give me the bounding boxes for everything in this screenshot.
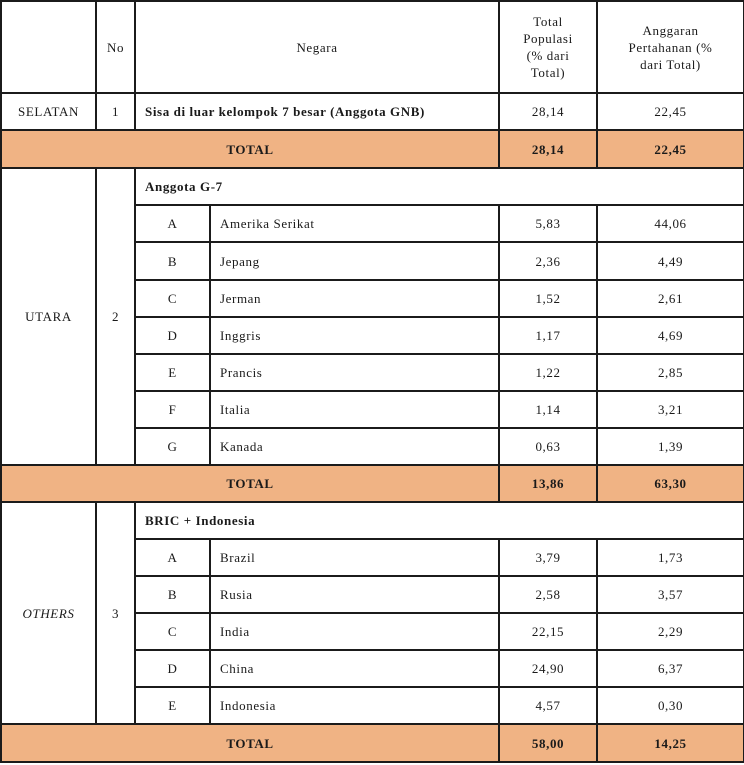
population-value: 3,79	[499, 539, 597, 576]
population-value: 1,52	[499, 280, 597, 317]
row-letter: C	[135, 280, 210, 317]
total-label: TOTAL	[1, 130, 499, 168]
country-name: Jepang	[210, 242, 499, 280]
country-name: Sisa di luar kelompok 7 besar (Anggota GNB)	[135, 93, 499, 130]
defense-value: 0,30	[597, 687, 744, 724]
total-population: 28,14	[499, 130, 597, 168]
total-row	[1, 465, 744, 502]
defense-value: 2,85	[597, 354, 744, 391]
total-row	[1, 130, 744, 168]
region-selatan: SELATAN	[1, 93, 96, 130]
country-name: Jerman	[210, 280, 499, 317]
region-others: OTHERS	[1, 502, 96, 724]
population-value: 4,57	[499, 687, 597, 724]
total-population: 13,86	[499, 465, 597, 502]
country-name: Rusia	[210, 576, 499, 613]
header-defense: Anggaran Pertahanan (% dari Total)	[597, 1, 744, 93]
group-title: Anggota G-7	[135, 168, 744, 205]
total-defense: 22,45	[597, 130, 744, 168]
header-country: Negara	[135, 1, 499, 93]
row-letter: A	[135, 205, 210, 242]
population-value: 24,90	[499, 650, 597, 687]
row-number: 3	[96, 502, 135, 724]
group-header-row	[1, 502, 744, 539]
population-value: 0,63	[499, 428, 597, 465]
region-utara: UTARA	[1, 168, 96, 465]
defense-value: 2,29	[597, 613, 744, 650]
total-population: 58,00	[499, 724, 597, 762]
population-value: 1,14	[499, 391, 597, 428]
country-name: Indonesia	[210, 687, 499, 724]
population-value: 2,58	[499, 576, 597, 613]
table-row	[1, 93, 744, 130]
row-letter: F	[135, 391, 210, 428]
row-letter: D	[135, 650, 210, 687]
country-name: Italia	[210, 391, 499, 428]
row-letter: C	[135, 613, 210, 650]
total-row	[1, 724, 744, 762]
total-defense: 14,25	[597, 724, 744, 762]
population-value: 1,22	[499, 354, 597, 391]
total-label: TOTAL	[1, 724, 499, 762]
total-defense: 63,30	[597, 465, 744, 502]
country-name: China	[210, 650, 499, 687]
row-letter: B	[135, 242, 210, 280]
defense-value: 3,21	[597, 391, 744, 428]
defense-value: 6,37	[597, 650, 744, 687]
population-value: 1,17	[499, 317, 597, 354]
country-name: Brazil	[210, 539, 499, 576]
population-value: 22,15	[499, 613, 597, 650]
row-letter: G	[135, 428, 210, 465]
defense-value: 22,45	[597, 93, 744, 130]
header-population: Total Populasi (% dari Total)	[499, 1, 597, 93]
country-name: Inggris	[210, 317, 499, 354]
header-row	[1, 1, 744, 93]
row-letter: A	[135, 539, 210, 576]
country-name: Prancis	[210, 354, 499, 391]
group-header-row	[1, 168, 744, 205]
defense-value: 1,73	[597, 539, 744, 576]
row-number: 2	[96, 168, 135, 465]
group-title: BRIC + Indonesia	[135, 502, 744, 539]
row-number: 1	[96, 93, 135, 130]
population-value: 28,14	[499, 93, 597, 130]
row-letter: E	[135, 687, 210, 724]
country-name: Kanada	[210, 428, 499, 465]
row-letter: B	[135, 576, 210, 613]
defense-value: 44,06	[597, 205, 744, 242]
country-name: India	[210, 613, 499, 650]
header-region-cell	[1, 1, 96, 93]
population-value: 5,83	[499, 205, 597, 242]
country-name: Amerika Serikat	[210, 205, 499, 242]
defense-value: 2,61	[597, 280, 744, 317]
defense-value: 3,57	[597, 576, 744, 613]
population-value: 2,36	[499, 242, 597, 280]
header-no: No	[96, 1, 135, 93]
row-letter: E	[135, 354, 210, 391]
defense-value: 4,49	[597, 242, 744, 280]
defense-value: 1,39	[597, 428, 744, 465]
defense-value: 4,69	[597, 317, 744, 354]
row-letter: D	[135, 317, 210, 354]
total-label: TOTAL	[1, 465, 499, 502]
